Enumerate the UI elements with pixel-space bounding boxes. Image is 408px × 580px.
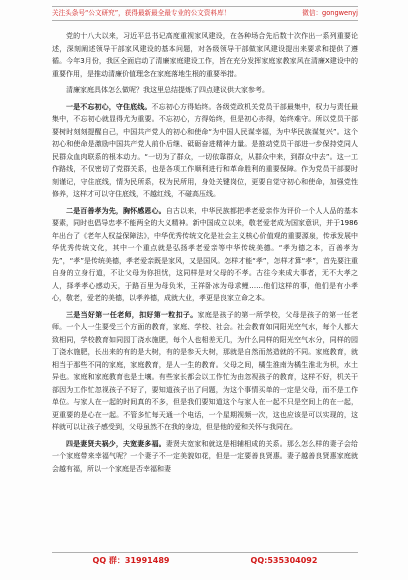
header-wechat-text: 微信：gongwenyj xyxy=(302,9,358,17)
paragraph-suggestions: 清廉家庭具体怎么做呢？我这里总结提炼了四点建议供大家参考。 xyxy=(66,86,269,94)
paragraph-point-4: 四是妻贤夫祸少，夫宽妻多福。妻贤夫宽家和就这是相辅相成的关系。那么怎么样的妻子会给一个家庭带来幸福气呢？一个妻子不一定美貌如花，但是一定要善良贤惠。妻子越善良贤惠家庭就会越有福，所以一个家庭是否幸福和妻 xyxy=(52,439,358,473)
header-promo-text: 关注头条号“公文研究”，获得最新最全最专业的公文资料库！ xyxy=(52,9,231,17)
document-body xyxy=(52,30,358,475)
point-2-heading: 二是百善孝为先，胸怀感恩心。 xyxy=(66,206,166,215)
paragraph-intro: 党的十八大以来，习近平总书记高度重视家风建设，在各种场合先后数十次作出一系列重要论述，深刻阐述领导干部家风建设的基本问题，对各级领导干部做家风建设提出来要求和提供了遵循。今年3月份，我区全面启动了清廉家庭建设工作，旨在充分发挥家庭家教家风在清廉X建设中的重要作用，是推动清廉价值理念在家庭落地生根的重要举措。 xyxy=(52,32,358,78)
footer-contact xyxy=(52,552,358,567)
paragraph-point-2: 二是百善孝为先，胸怀感恩心。自古以来，中华民族都把孝老爱亲作为评价一个人人品的基本要素，同时也倡导忠孝不能两全的大义精神。新中国成立以来，敬老爱老成为国家意识，并于1986年出台了《老年人权益保障法》，中华优秀传统文化是社会主义核心价值观的重要源泉，传承发展中华优秀传统文化，其中一个重点就是弘扬孝老爱亲等中华传统美德。“孝为德之本，百善孝为先”，“孝”是传统美德，孝老爱亲既是家风，又是国风。怎样才能“孝”，怎样才算“孝”，首先要注重自身的立身行道，不让父母为你担忧，这同样是对父母的不孝。古往今来成大事者，无不大孝之人，择孝孝心感动天，于路百里为母负米，王祥卧冰为母求鲤……他们这样的事，他们是有小孝心，敬老，爱老的美德，以孝养德，成就大业，孝更是良家立命之本。 xyxy=(52,206,358,302)
point-3-heading: 三是当好第一任老师，扣好第一粒扣子。 xyxy=(66,310,198,319)
footer-qq-number: QQ:535304092 xyxy=(250,555,318,565)
paragraph-point-1: 一是不忘初心，守住底线。不忘初心方得始终。各级党政机关党员干部最集中，权力与责任最集中，不忘初心就显得尤为重要。不忘初心，方得始终，但是初心亦得，始终难守。所以党员干部要树时刻刻提醒自己，中国共产党人的初心和使命“为中国人民谋幸福，为中华民族谋复兴”。这个初心和使命是激励中国共产党人前仆后继、砥砺奋进精神力量。是推动党员干部进一步保持党同人民群众血肉联系的根本动力。“一切为了群众，一切依靠群众，从群众中来，到群众中去”。这一工作路线，不仅密切了党群关系，也是各项工作顺利进行和革命胜利的重要保障。作为党员干部要时刻谨记，守住底线，情为民所系，权为民所用，身处关键岗位，更要自觉守初心和使命，加强党性修养，这样才可以守住底线，不越红线，不碰高压线。 xyxy=(52,102,358,198)
footer-qq-group: QQ 群：31991489 xyxy=(92,555,170,565)
paragraph-point-3: 三是当好第一任老师，扣好第一粒扣子。家庭是孩子的第一所学校，父母是孩子的第一任老师。一个人一生要受三个方面的教育，家庭、学校、社会。社会教育如同阳光空气水，每个人都大致相同，学校教育如同园丁浇水施肥，每个人也相差无几，为什么同样的阳光空气水分，同样的园丁浇水施肥，长出来的有的是大树，有的是参天大树，那就是自然而然造就的不同。家庭教育，就相当于那些不同的家庭，家庭教育，是人一生的教育。父母之间，橘生淮南为橘生淮北为枳，水土异也。家庭和家庭教育也是土壤。有些家长都会以工作忙为由忽视孩子的教育，这样不好，机关干部因为工作忙忽视孩子不好了，要知道孩子出了问题，为这个事情买单的一定是父母，而不是工作单位。与家人在一起的时间真的不多，但是我们要知道这个与家人在一起不只是空间上的在一起，更重要的是心在一起。不管多忙每天通一个电话，一个星期视频一次，这也应该是可以实现的，这样就可以让孩子感受到，父母虽然不在我的身边，但是他的爱和关怀与我同在。 xyxy=(52,310,359,431)
point-1-heading: 一是不忘初心，守住底线。 xyxy=(66,102,152,111)
point-4-heading: 四是妻贤夫祸少，夫宽妻多福。 xyxy=(66,439,166,448)
header-banner xyxy=(52,6,358,21)
